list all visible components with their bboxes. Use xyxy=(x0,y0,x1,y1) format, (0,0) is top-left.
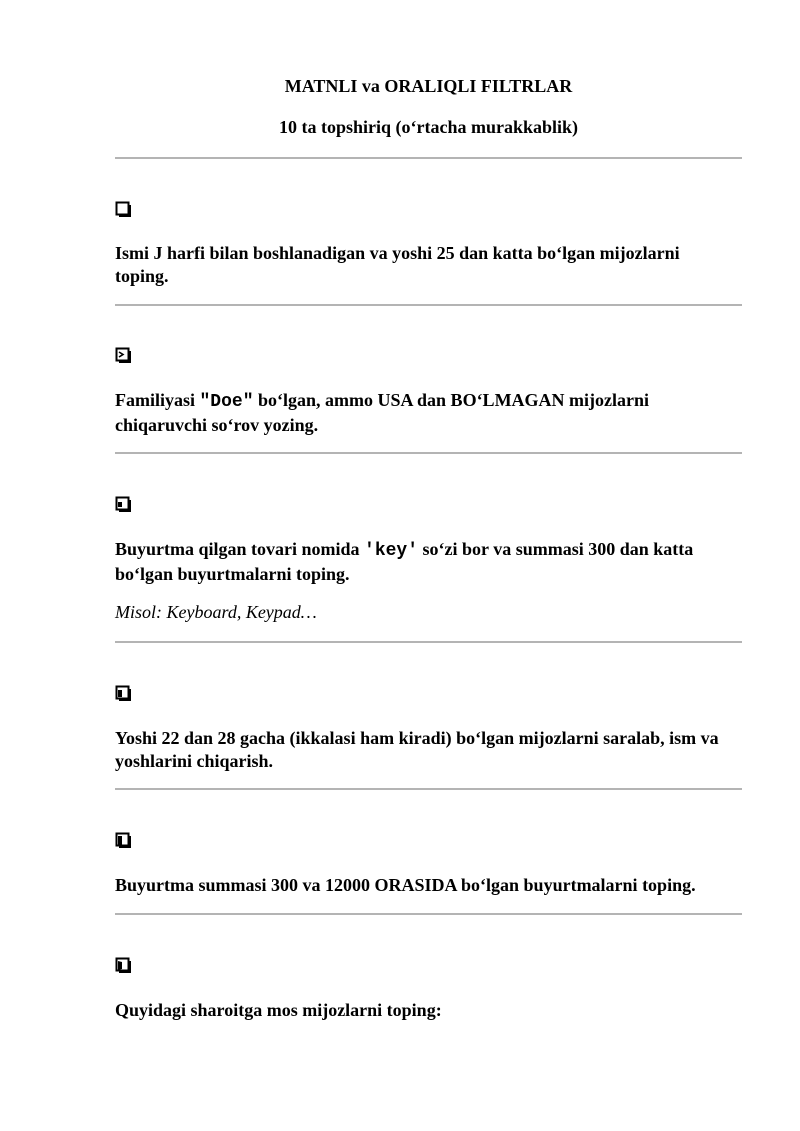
task-3-text xyxy=(115,538,737,586)
task-1-text: Ismi J harfi bilan boshlanadigan va yoshi 25 dan katta boʻlgan mijozlarni toping. xyxy=(115,243,680,286)
checkbox-icon xyxy=(115,685,133,703)
task-3-example: Misol: Keyboard, Keypad… xyxy=(115,602,317,622)
document-title: MATNLI va ORALIQLI FILTRLAR xyxy=(284,76,573,96)
task-2-code: "Doe" xyxy=(199,392,254,412)
document-subtitle: 10 ta topshiriq (oʻrtacha murakkablik) xyxy=(278,117,579,137)
task-3-text-start: Buyurtma qilgan tovari nomida xyxy=(115,539,365,559)
task-2-text-end: boʻlgan, ammo USA dan BOʻLMAGAN mijozlarni chiqaruvchi soʻrov yozing. xyxy=(115,390,650,435)
divider xyxy=(115,452,742,454)
task-5-text: Buyurtma summasi 300 va 12000 ORASIDA boʻlgan buyurtmalarni toping. xyxy=(115,875,696,895)
checkbox-icon xyxy=(115,832,133,850)
task-4-text: Yoshi 22 dan 28 gacha (ikkalasi ham kiradi) boʻlgan mijozlarni saralab, ism va yoshlarini chiqarish. xyxy=(115,728,719,771)
divider xyxy=(115,304,742,306)
divider xyxy=(115,788,742,790)
task-2-text xyxy=(115,389,737,437)
checkbox-icon xyxy=(115,201,133,219)
task-6-text: Quyidagi sharoitga mos mijozlarni toping: xyxy=(115,1000,442,1020)
checkbox-icon xyxy=(115,347,133,365)
divider xyxy=(115,913,742,915)
checkbox-icon xyxy=(115,496,133,514)
divider xyxy=(115,157,742,159)
checkbox-icon xyxy=(115,957,133,975)
task-3-code: 'key' xyxy=(364,541,419,561)
task-3-text-end: soʻzi bor va summasi 300 dan katta boʻlgan buyurtmalarni toping. xyxy=(115,539,694,584)
task-2-text-start: Familiyasi xyxy=(115,390,200,410)
divider xyxy=(115,641,742,643)
